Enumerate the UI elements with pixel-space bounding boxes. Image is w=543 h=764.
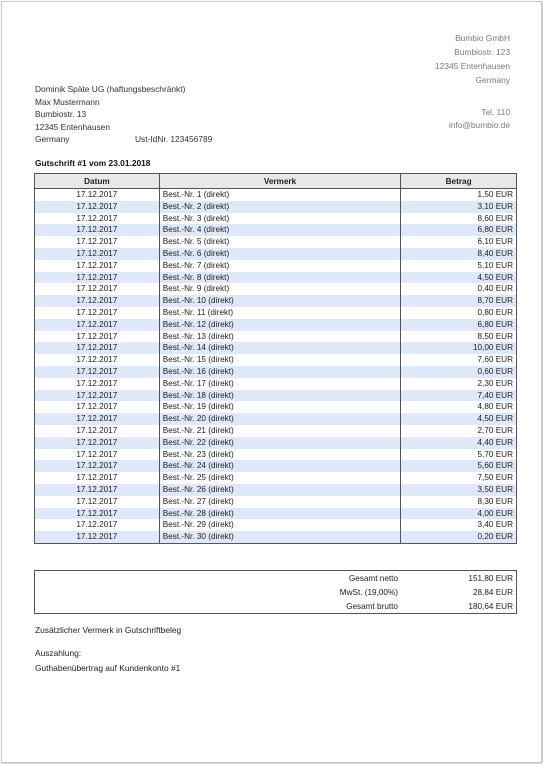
column-header-date: Datum	[35, 174, 160, 189]
cell-amount: 4,50 EUR	[401, 272, 517, 284]
table-row	[35, 496, 517, 508]
table-row	[35, 319, 517, 331]
cell-amount: 8,30 EUR	[401, 496, 517, 508]
cell-amount: 6,80 EUR	[401, 224, 517, 236]
cell-remark: Best.-Nr. 30 (direkt)	[159, 531, 400, 543]
cell-remark: Best.-Nr. 15 (direkt)	[159, 354, 400, 366]
cell-date: 17.12.2017	[35, 378, 160, 390]
cell-date: 17.12.2017	[35, 531, 160, 543]
cell-remark: Best.-Nr. 18 (direkt)	[159, 390, 400, 402]
table-row	[35, 437, 517, 449]
cell-amount: 7,60 EUR	[401, 354, 517, 366]
cell-remark: Best.-Nr. 27 (direkt)	[159, 496, 400, 508]
cell-date: 17.12.2017	[35, 472, 160, 484]
items-table-body	[35, 189, 517, 544]
items-table	[34, 173, 517, 544]
notes	[35, 624, 181, 674]
cell-date: 17.12.2017	[35, 460, 160, 472]
table-row	[35, 413, 517, 425]
email: info@bumbio.de	[448, 120, 510, 130]
cell-date: 17.12.2017	[35, 449, 160, 461]
cell-date: 17.12.2017	[35, 213, 160, 225]
table-row	[35, 460, 517, 472]
table-row	[35, 354, 517, 366]
table-row	[35, 213, 517, 225]
cell-amount: 8,50 EUR	[401, 331, 517, 343]
sender-line: Bumbiostr. 123	[454, 47, 510, 57]
table-row	[35, 189, 517, 201]
cell-date: 17.12.2017	[35, 519, 160, 531]
cell-date: 17.12.2017	[35, 425, 160, 437]
cell-remark: Best.-Nr. 25 (direkt)	[159, 472, 400, 484]
cell-amount: 1,50 EUR	[401, 189, 517, 201]
cell-remark: Best.-Nr. 11 (direkt)	[159, 307, 400, 319]
cell-date: 17.12.2017	[35, 484, 160, 496]
cell-date: 17.12.2017	[35, 401, 160, 413]
cell-remark: Best.-Nr. 10 (direkt)	[159, 295, 400, 307]
document-title: Gutschrift #1 vom 23.01.2018	[35, 158, 151, 168]
totals-label: MwSt. (19,00%)	[339, 587, 398, 597]
cell-amount: 5,70 EUR	[401, 449, 517, 461]
cell-remark: Best.-Nr. 7 (direkt)	[159, 260, 400, 272]
sender-line: Germany	[475, 75, 510, 85]
cell-remark: Best.-Nr. 23 (direkt)	[159, 449, 400, 461]
cell-remark: Best.-Nr. 12 (direkt)	[159, 319, 400, 331]
cell-date: 17.12.2017	[35, 413, 160, 425]
vat-id: Ust-IdNr. 123456789	[135, 134, 213, 144]
cell-date: 17.12.2017	[35, 437, 160, 449]
cell-remark: Best.-Nr. 8 (direkt)	[159, 272, 400, 284]
cell-date: 17.12.2017	[35, 295, 160, 307]
cell-date: 17.12.2017	[35, 272, 160, 284]
table-row	[35, 224, 517, 236]
cell-remark: Best.-Nr. 2 (direkt)	[159, 201, 400, 213]
sender-address	[435, 31, 510, 87]
recipient-address	[35, 83, 213, 146]
cell-amount: 5,10 EUR	[401, 260, 517, 272]
cell-amount: 2,70 EUR	[401, 425, 517, 437]
table-row	[35, 283, 517, 295]
cell-date: 17.12.2017	[35, 307, 160, 319]
cell-amount: 8,40 EUR	[401, 248, 517, 260]
table-row	[35, 331, 517, 343]
table-row	[35, 531, 517, 543]
recipient-line: Bumbiostr. 13	[35, 109, 87, 119]
additional-remark: Zusätzlicher Vermerk in Gutschriftbeleg	[35, 625, 182, 635]
cell-amount: 6,80 EUR	[401, 319, 517, 331]
table-row	[35, 248, 517, 260]
table-row	[35, 272, 517, 284]
table-row	[35, 201, 517, 213]
cell-amount: 2,30 EUR	[401, 378, 517, 390]
cell-remark: Best.-Nr. 24 (direkt)	[159, 460, 400, 472]
totals-value: 28,84 EUR	[472, 587, 513, 597]
cell-date: 17.12.2017	[35, 201, 160, 213]
cell-remark: Best.-Nr. 4 (direkt)	[159, 224, 400, 236]
cell-amount: 5,60 EUR	[401, 460, 517, 472]
cell-remark: Best.-Nr. 1 (direkt)	[159, 189, 400, 201]
cell-date: 17.12.2017	[35, 342, 160, 354]
cell-amount: 0,40 EUR	[401, 283, 517, 295]
cell-amount: 10,00 EUR	[401, 342, 517, 354]
sender-line: Bumbio GmbH	[455, 33, 510, 43]
cell-remark: Best.-Nr. 9 (direkt)	[159, 283, 400, 295]
cell-amount: 0,20 EUR	[401, 531, 517, 543]
cell-remark: Best.-Nr. 20 (direkt)	[159, 413, 400, 425]
cell-remark: Best.-Nr. 19 (direkt)	[159, 401, 400, 413]
cell-date: 17.12.2017	[35, 260, 160, 272]
cell-remark: Best.-Nr. 17 (direkt)	[159, 378, 400, 390]
cell-amount: 3,40 EUR	[401, 519, 517, 531]
cell-remark: Best.-Nr. 3 (direkt)	[159, 213, 400, 225]
table-row	[35, 508, 517, 520]
cell-amount: 8,70 EUR	[401, 295, 517, 307]
table-row	[35, 366, 517, 378]
cell-amount: 0,80 EUR	[401, 307, 517, 319]
table-row	[35, 519, 517, 531]
cell-date: 17.12.2017	[35, 319, 160, 331]
cell-amount: 4,50 EUR	[401, 413, 517, 425]
payout-label: Auszahlung:	[35, 648, 82, 658]
totals-table	[34, 570, 517, 614]
table-row	[35, 295, 517, 307]
table-row	[35, 236, 517, 248]
table-row	[35, 449, 517, 461]
table-header-row	[35, 174, 517, 189]
table-row	[35, 484, 517, 496]
cell-date: 17.12.2017	[35, 331, 160, 343]
table-row	[35, 307, 517, 319]
cell-amount: 8,60 EUR	[401, 213, 517, 225]
cell-date: 17.12.2017	[35, 283, 160, 295]
cell-remark: Best.-Nr. 21 (direkt)	[159, 425, 400, 437]
cell-amount: 3,10 EUR	[401, 201, 517, 213]
sender-contact	[449, 106, 510, 132]
cell-date: 17.12.2017	[35, 354, 160, 366]
totals-row	[35, 571, 517, 586]
payout-text: Guthabenübertrag auf Kundenkonto #1	[35, 663, 181, 673]
table-row	[35, 260, 517, 272]
totals-label: Gesamt netto	[348, 573, 398, 583]
cell-date: 17.12.2017	[35, 236, 160, 248]
recipient-line: Germany	[35, 134, 70, 144]
column-header-amount: Betrag	[401, 174, 517, 189]
cell-amount: 7,40 EUR	[401, 390, 517, 402]
cell-remark: Best.-Nr. 26 (direkt)	[159, 484, 400, 496]
totals-value: 180,64 EUR	[468, 601, 513, 611]
totals-value: 151,80 EUR	[468, 573, 513, 583]
cell-remark: Best.-Nr. 5 (direkt)	[159, 236, 400, 248]
cell-remark: Best.-Nr. 16 (direkt)	[159, 366, 400, 378]
recipient-line: Max Mustermann	[35, 96, 100, 107]
totals-label: Gesamt brutto	[346, 601, 398, 611]
sender-line: 12345 Entenhausen	[435, 61, 510, 71]
cell-amount: 3,50 EUR	[401, 484, 517, 496]
cell-remark: Best.-Nr. 6 (direkt)	[159, 248, 400, 260]
recipient-line: Dominik Späte UG (haftungsbeschränkt)	[35, 84, 186, 94]
cell-remark: Best.-Nr. 29 (direkt)	[159, 519, 400, 531]
cell-remark: Best.-Nr. 13 (direkt)	[159, 331, 400, 343]
cell-date: 17.12.2017	[35, 390, 160, 402]
cell-remark: Best.-Nr. 28 (direkt)	[159, 508, 400, 520]
cell-amount: 4,00 EUR	[401, 508, 517, 520]
totals-row	[35, 599, 517, 614]
cell-date: 17.12.2017	[35, 508, 160, 520]
table-row	[35, 472, 517, 484]
totals-row	[35, 585, 517, 599]
document-page	[1, 1, 542, 763]
cell-amount: 4,80 EUR	[401, 401, 517, 413]
cell-amount: 4,40 EUR	[401, 437, 517, 449]
column-header-remark: Vermerk	[159, 174, 400, 189]
recipient-line: 12345 Entenhausen	[35, 121, 110, 132]
table-row	[35, 378, 517, 390]
phone: Tel. 110	[481, 107, 510, 117]
cell-amount: 7,50 EUR	[401, 472, 517, 484]
cell-date: 17.12.2017	[35, 248, 160, 260]
cell-amount: 0,60 EUR	[401, 366, 517, 378]
cell-date: 17.12.2017	[35, 496, 160, 508]
table-row	[35, 390, 517, 402]
cell-amount: 6,10 EUR	[401, 236, 517, 248]
table-row	[35, 425, 517, 437]
cell-date: 17.12.2017	[35, 189, 160, 201]
cell-remark: Best.-Nr. 22 (direkt)	[159, 437, 400, 449]
table-row	[35, 401, 517, 413]
cell-remark: Best.-Nr. 14 (direkt)	[159, 342, 400, 354]
cell-date: 17.12.2017	[35, 366, 160, 378]
table-row	[35, 342, 517, 354]
cell-date: 17.12.2017	[35, 224, 160, 236]
